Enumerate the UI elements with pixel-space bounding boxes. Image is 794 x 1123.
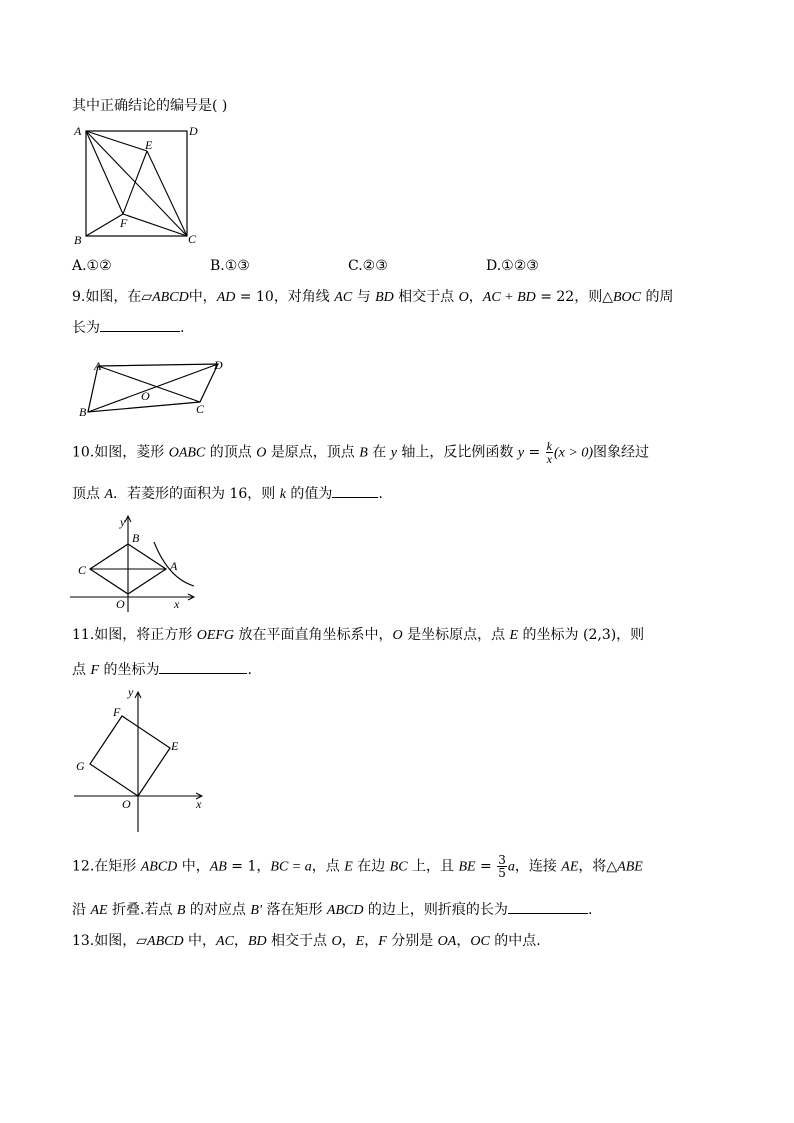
q9-label-c: C (196, 402, 205, 416)
q9-figure (72, 352, 242, 422)
q9-line-1: 9.如图，在▱ABCD中，AD = 10，对角线 AC 与 BD 相交于点 O，AC + BD = 22，则△BOC 的周 (72, 289, 674, 305)
q10-fraction: $\frac{k}{x}$ (546, 439, 552, 466)
q10-line-2: 顶点 A．若菱形的面积为 16，则 k 的值为 . (72, 483, 383, 505)
q11-line-2: 点 F 的坐标为 . (72, 659, 252, 681)
q11-figure (70, 684, 220, 834)
q11-label-f: F (113, 705, 121, 719)
q8-label-d: D (189, 124, 198, 138)
q8-option-b: B.①③ (210, 258, 250, 274)
q10-answer-blank[interactable] (332, 483, 378, 498)
q10-figure (70, 514, 210, 614)
q10-line-1: 10.如图，菱形 OABC 的顶点 O 是原点，顶点 B 在 y 轴上，反比例函数 y = $\frac{k}{x}$ (x > 0)图象经过 (72, 439, 649, 466)
q11-label-o: O (122, 797, 131, 811)
q13-line-1: 13.如图，▱ABCD 中，AC，BD 相交于点 O，E，F 分别是 OA，OC 的中点. (72, 933, 541, 949)
q12-line-2: 沿 AE 折叠.若点 B 的对应点 B′ 落在矩形 ABCD 的边上，则折痕的长为 . (72, 899, 592, 921)
q10-label-c: C (78, 563, 87, 577)
q9-line-2: 长为 . (72, 317, 184, 338)
q9-label-b: B (79, 405, 87, 419)
q9-label-o: O (141, 389, 150, 403)
q11-line-1: 11.如图，将正方形 OEFG 放在平面直角坐标系中，O 是坐标原点，点 E 的坐标为 (2,3)，则 (72, 627, 645, 643)
q8-stem: 其中正确结论的编号是( ) (72, 98, 228, 114)
q10-label-x: x (174, 597, 180, 611)
q8-figure (72, 124, 212, 252)
q11-label-x: x (196, 797, 202, 811)
q9-answer-blank[interactable] (100, 317, 180, 332)
q9-label-d: D (214, 358, 223, 372)
q8-label-f: F (120, 216, 128, 230)
q9-label-a: A (94, 359, 102, 373)
q8-label-b: B (74, 233, 82, 247)
q8-option-c: C.②③ (348, 258, 388, 274)
q11-label-g: G (76, 759, 85, 773)
q12-line-1: 12.在矩形 ABCD 中，AB = 1，BC = a，点 E 在边 BC 上，且 BE = $\frac{3}{5}$ a，连接 AE，将△ABE (72, 853, 643, 880)
q8-option-d: D.①②③ (486, 258, 539, 274)
q10-label-o: O (116, 597, 125, 611)
q11-answer-blank[interactable] (159, 659, 247, 674)
q10-label-a: A (170, 559, 178, 573)
q10-label-y: y (120, 515, 126, 529)
q10-label-b: B (132, 531, 140, 545)
q8-option-a: A.①② (72, 258, 112, 274)
q11-label-y: y (128, 685, 134, 699)
q8-label-c: C (188, 232, 197, 246)
q11-label-e: E (171, 739, 179, 753)
q8-label-a: A (74, 124, 82, 138)
q12-answer-blank[interactable] (508, 899, 588, 914)
q8-label-e: E (145, 138, 153, 152)
q12-fraction: $\frac{3}{5}$ (498, 853, 506, 880)
